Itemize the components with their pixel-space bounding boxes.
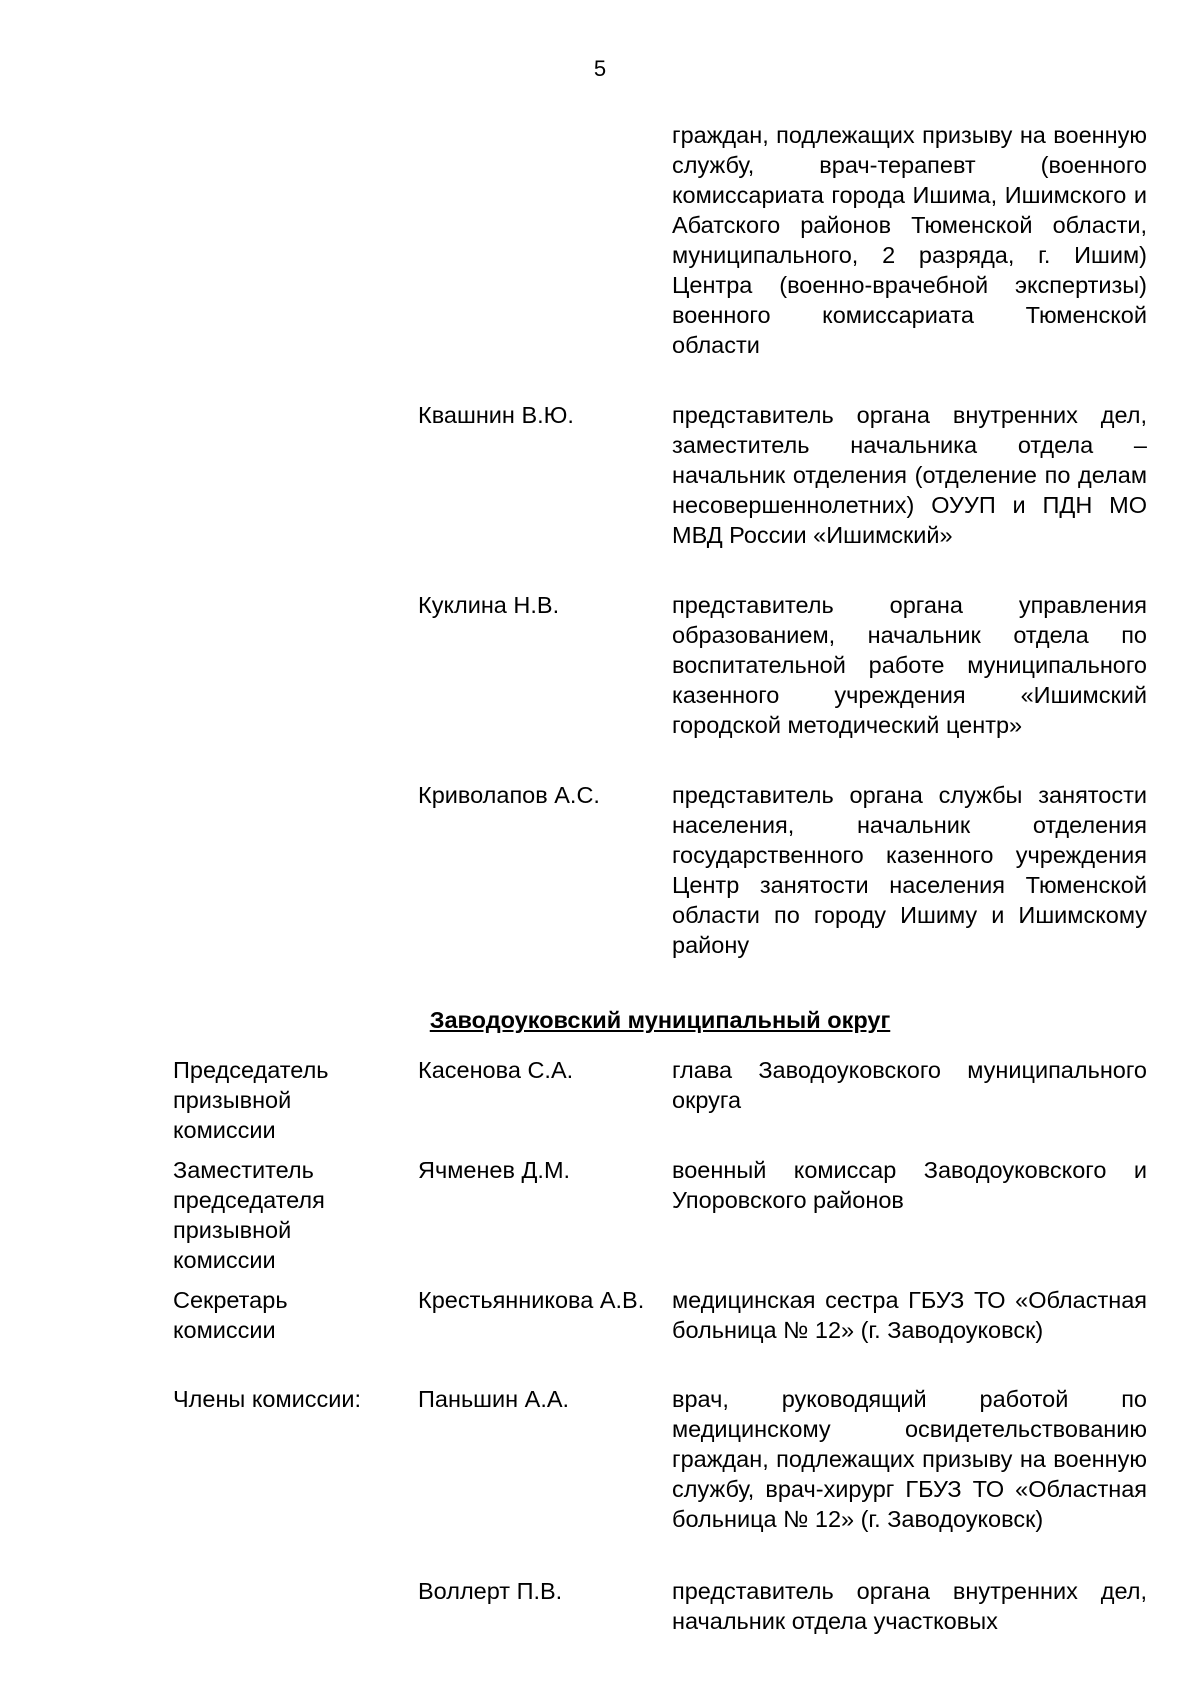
section-heading: Заводоуковский муниципальный округ xyxy=(429,1007,891,1033)
member-role: Заместитель председателя призывной комиссии xyxy=(173,1157,325,1273)
member-role: Члены комиссии: xyxy=(173,1386,362,1412)
page-number: 5 xyxy=(593,56,607,81)
member-role: Председатель призывной комиссии xyxy=(173,1057,329,1143)
member-description: медицинская сестра ГБУЗ ТО «Областная больница № 12» (г. Заводоуковск) xyxy=(672,1287,1147,1343)
member-description: представитель органа управления образованием, начальник отдела по воспитательной работе муниципального казенного учреждения «Ишимский городской методический центр» xyxy=(672,592,1147,738)
member-name: Крестьянникова А.В. xyxy=(418,1287,645,1313)
member-name: Ячменев Д.М. xyxy=(418,1157,571,1183)
member-name: Куклина Н.В. xyxy=(418,592,560,618)
member-description: глава Заводоуковского муниципального округа xyxy=(672,1057,1147,1113)
member-role: Секретарь комиссии xyxy=(173,1287,288,1343)
member-name: Воллерт П.В. xyxy=(418,1578,563,1604)
member-name: Криволапов А.С. xyxy=(418,782,600,808)
member-description: представитель органа внутренних дел, начальник отдела участковых xyxy=(672,1578,1147,1634)
member-description: военный комиссар Заводоуковского и Упоровского районов xyxy=(672,1157,1147,1213)
member-description: граждан, подлежащих призыву на военную службу, врач-терапевт (военного комиссариата города Ишима, Ишимского и Абатского районов Тюменской области, муниципального, 2 разряда, г. Ишим) Центра (военно-врачебной экспертизы) военного комиссариата Тюменской области xyxy=(672,122,1147,358)
member-description: представитель органа внутренних дел, заместитель начальника отдела – начальник отделения (отделение по делам несовершеннолетних) ОУУП и ПДН МО МВД России «Ишимский» xyxy=(672,402,1147,548)
member-name: Паньшин А.А. xyxy=(418,1386,570,1412)
member-description: представитель органа службы занятости населения, начальник отделения государственного казенного учреждения Центр занятости населения Тюменской области по городу Ишиму и Ишимскому району xyxy=(672,782,1147,958)
member-name: Квашнин В.Ю. xyxy=(418,402,574,428)
member-description: врач, руководящий работой по медицинскому освидетельствованию граждан, подлежащих призыву на военную службу, врач-хирург ГБУЗ ТО «Областная больница № 12» (г. Заводоуковск) xyxy=(672,1386,1147,1532)
member-name: Касенова С.А. xyxy=(418,1057,574,1083)
